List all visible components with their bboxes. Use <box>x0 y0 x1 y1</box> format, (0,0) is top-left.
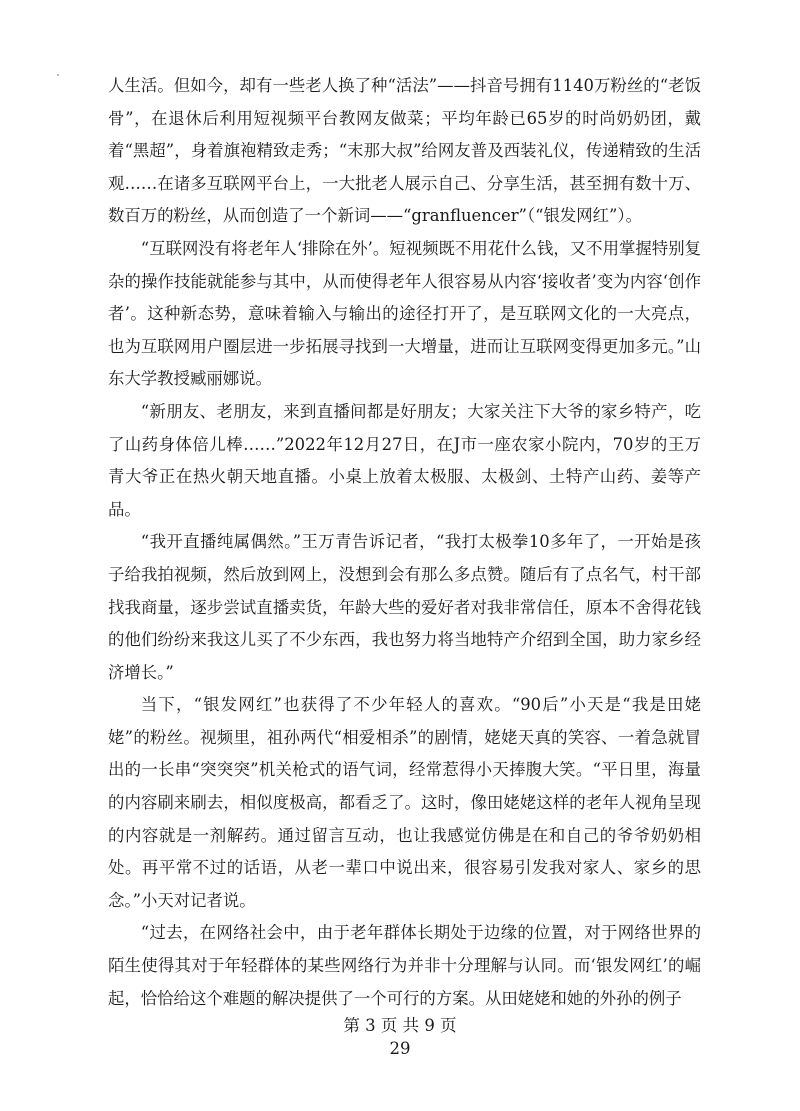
page-count-label: 第 3 页 共 9 页 <box>343 1016 457 1035</box>
paragraph: “我开直播纯属偶然。”王万青告诉记者，“我打太极拳10多年了，一开始是孩子给我拍视频，然后放到网上，没想到会有那么多点赞。随后有了点名气，村干部找我商量，逐步尝试直播卖货，年龄大些的爱好者对我非常信任，原本不舍得花钱的他们纷纷来我这儿买了不少东西，我也努力将当地特产介绍到全国，助力家乡经济增长。” <box>108 532 701 682</box>
scan-mark <box>57 74 59 76</box>
paragraph: “新朋友、老朋友，来到直播间都是好朋友；大家关注下大爷的家乡特产，吃了山药身体倍儿棒……”2022年12月27日，在J市一座农家小院内，70岁的王万青大爷正在热火朝天地直播。小桌上放着太极服、太极剑、土特产山药、姜等产品。 <box>108 401 701 519</box>
paragraph: 当下，“银发网红”也获得了不少年轻人的喜欢。“90后”小天是“我是田姥姥”的粉丝。视频里，祖孙两代“相爱相杀”的剧情，姥姥天真的笑容、一着急就冒出的一长串“突突突”机关枪式的语气词，经常惹得小天捧腹大笑。“平日里，海量的内容刷来刷去，相似度极高，都看乏了。这时，像田姥姥这样的老年人视角呈现的内容就是一剂解药。通过留言互动，也让我感觉仿佛是在和自己的爷爷奶奶相处。再平常不过的话语，从老一辈口中说出来，很容易引发我对家人、家乡的思念。”小天对记者说。 <box>108 695 701 910</box>
paragraph: 人生活。但如今，却有一些老人换了种“活法”——抖音号拥有1140万粉丝的“老饭骨”，在退休后利用短视频平台教网友做菜；平均年龄已65岁的时尚奶奶团，戴着“黑超”，身着旗袍精致走秀；“末那大叔”给网友普及西装礼仪，传递精致的生活观……在诸多互联网平台上，一大批老人展示自己、分享生活，甚至拥有数十万、数百万的粉丝，从而创造了一个新词——“granfluencer”（“银发网红”）。 <box>108 76 701 226</box>
paragraph: “过去，在网络社会中，由于老年群体长期处于边缘的位置，对于网络世界的陌生使得其对于年轻群体的某些网络行为并非十分理解与认同。而‘银发网红’的崛起，恰恰给这个难题的解决提供了一个可行的方案。从田姥姥和她的外孙的例子 <box>108 923 701 1008</box>
paragraph: “互联网没有将老年人‘排除在外’。短视频既不用花什么钱，又不用掌握特别复杂的操作技能就能参与其中，从而使得老年人很容易从内容‘接收者’变为内容‘创作者’。这种新态势，意味着输入与输出的途径打开了，是互联网文化的一大亮点，也为互联网用户圈层进一步拓展寻找到一大增量，进而让互联网变得更加多元。”山东大学教授臧丽娜说。 <box>108 238 701 389</box>
article-body <box>108 70 701 1015</box>
page-number: 29 <box>389 1039 411 1058</box>
